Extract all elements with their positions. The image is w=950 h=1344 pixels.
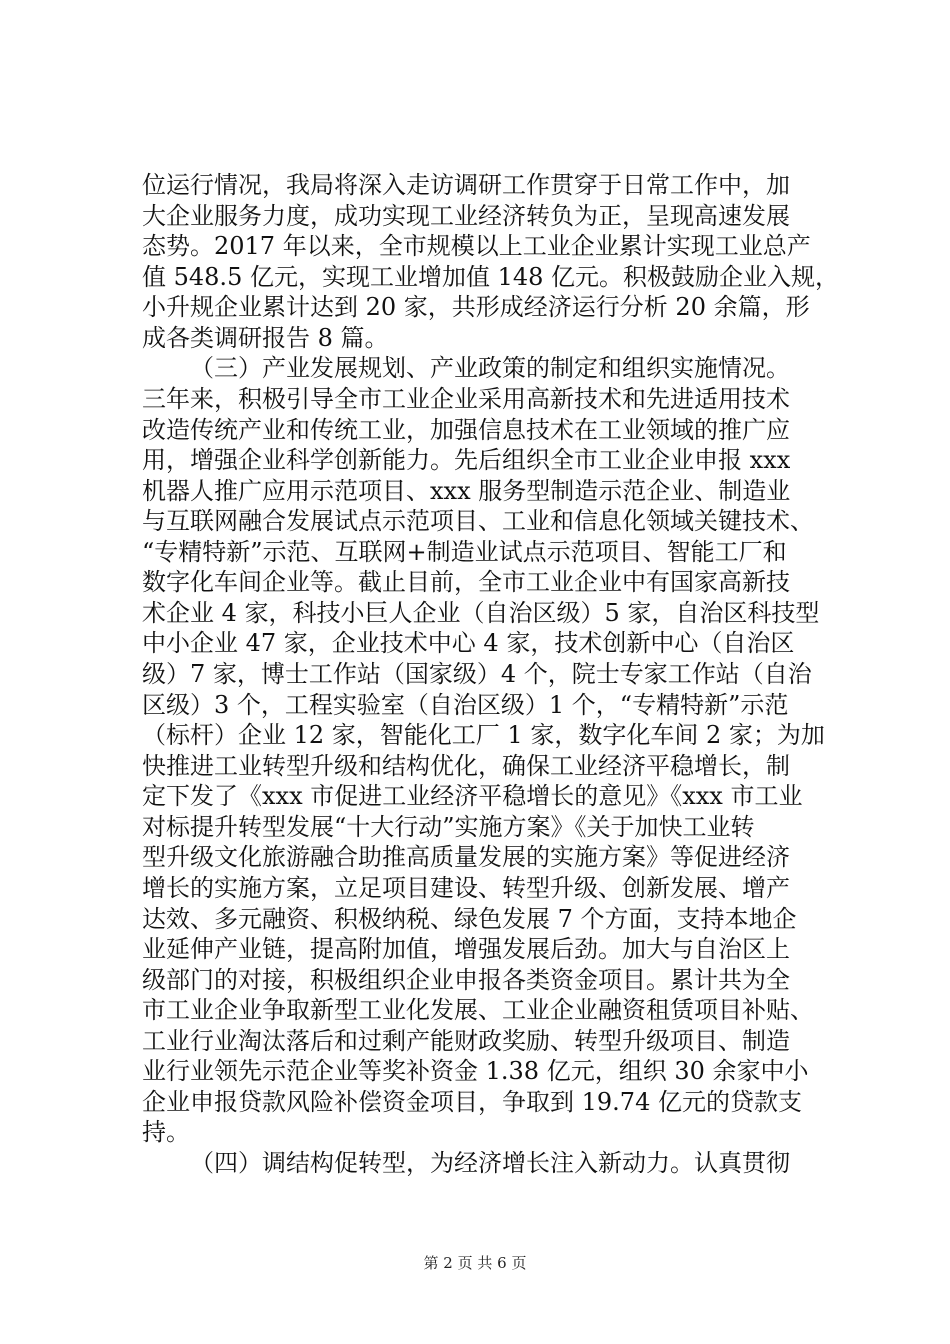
page-number-footer: 第 2 页 共 6 页 <box>423 1254 527 1272</box>
body-text-line: 小升规企业累计达到 20 家，共形成经济运行分析 20 余篇，形 <box>142 293 810 321</box>
body-text-line: 达效、多元融资、积极纳税、绿色发展 7 个方面，支持本地企 <box>142 905 797 933</box>
body-text-line: 机器人推广应用示范项目、xxx 服务型制造示范企业、制造业 <box>142 477 791 505</box>
body-text-line: 定下发了《xxx 市促进工业经济平稳增长的意见》《xxx 市工业 <box>142 782 803 810</box>
body-text-line: 快推进工业转型升级和结构优化，确保工业经济平稳增长，制 <box>142 752 790 780</box>
body-text-line: （标杆）企业 12 家，智能化工厂 1 家，数字化车间 2 家；为加 <box>142 721 825 749</box>
body-text-line: 持。 <box>142 1118 190 1146</box>
body-text-line: 值 548.5 亿元，实现工业增加值 148 亿元。积极鼓励企业入规， <box>142 263 840 291</box>
body-text-line: 业延伸产业链，提高附加值，增强发展后劲。加大与自治区上 <box>142 935 790 963</box>
body-text-line: 增长的实施方案，立足项目建设、转型升级、创新发展、增产 <box>142 874 790 902</box>
body-text-line: 对标提升转型发展“十大行动”实施方案》《关于加快工业转 <box>142 813 755 841</box>
body-text-line: 级）7 家，博士工作站（国家级）4 个，院士专家工作站（自治 <box>142 660 812 688</box>
body-text-line: 位运行情况，我局将深入走访调研工作贯穿于日常工作中，加 <box>142 171 790 199</box>
body-text-line: 市工业企业争取新型工业化发展、工业企业融资租赁项目补贴、 <box>142 996 814 1024</box>
body-text-line: 术企业 4 家，科技小巨人企业（自治区级）5 家，自治区科技型 <box>142 599 820 627</box>
body-text-line: 中小企业 47 家，企业技术中心 4 家，技术创新中心（自治区 <box>142 629 795 657</box>
body-text-line: 三年来，积极引导全市工业企业采用高新技术和先进适用技术 <box>142 385 790 413</box>
body-text-line: 区级）3 个，工程实验室（自治区级）1 个，“专精特新”示范 <box>142 691 789 719</box>
body-text-line: 级部门的对接，积极组织企业申报各类资金项目。累计共为全 <box>142 966 790 994</box>
body-text-line: 工业行业淘汰落后和过剩产能财政奖励、转型升级项目、制造 <box>142 1027 790 1055</box>
body-text-line: 态势。2017 年以来，全市规模以上工业企业累计实现工业总产 <box>142 232 811 260</box>
body-text-line: 数字化车间企业等。截止目前，全市工业企业中有国家高新技 <box>142 568 790 596</box>
body-text-line: 型升级文化旅游融合助推高质量发展的实施方案》等促进经济 <box>142 843 790 871</box>
body-text-line: “专精特新”示范、互联网+制造业试点示范项目、智能工厂和 <box>142 538 787 566</box>
body-text-line: 企业申报贷款风险补偿资金项目，争取到 19.74 亿元的贷款支 <box>142 1088 802 1116</box>
body-text-line: 成各类调研报告 8 篇。 <box>142 324 389 352</box>
section-heading-3: （三）产业发展规划、产业政策的制定和组织实施情况。 <box>190 354 790 382</box>
body-text-line: 大企业服务力度，成功实现工业经济转负为正，呈现高速发展 <box>142 202 790 230</box>
body-text-line: 业行业领先示范企业等奖补资金 1.38 亿元，组织 30 余家中小 <box>142 1057 809 1085</box>
body-text-line: 改造传统产业和传统工业，加强信息技术在工业领域的推广应 <box>142 416 790 444</box>
body-text-line: 与互联网融合发展试点示范项目、工业和信息化领域关键技术、 <box>142 507 814 535</box>
section-heading-4: （四）调结构促转型，为经济增长注入新动力。认真贯彻 <box>190 1149 790 1177</box>
body-text-line: 用，增强企业科学创新能力。先后组织全市工业企业申报 xxx <box>142 446 791 474</box>
